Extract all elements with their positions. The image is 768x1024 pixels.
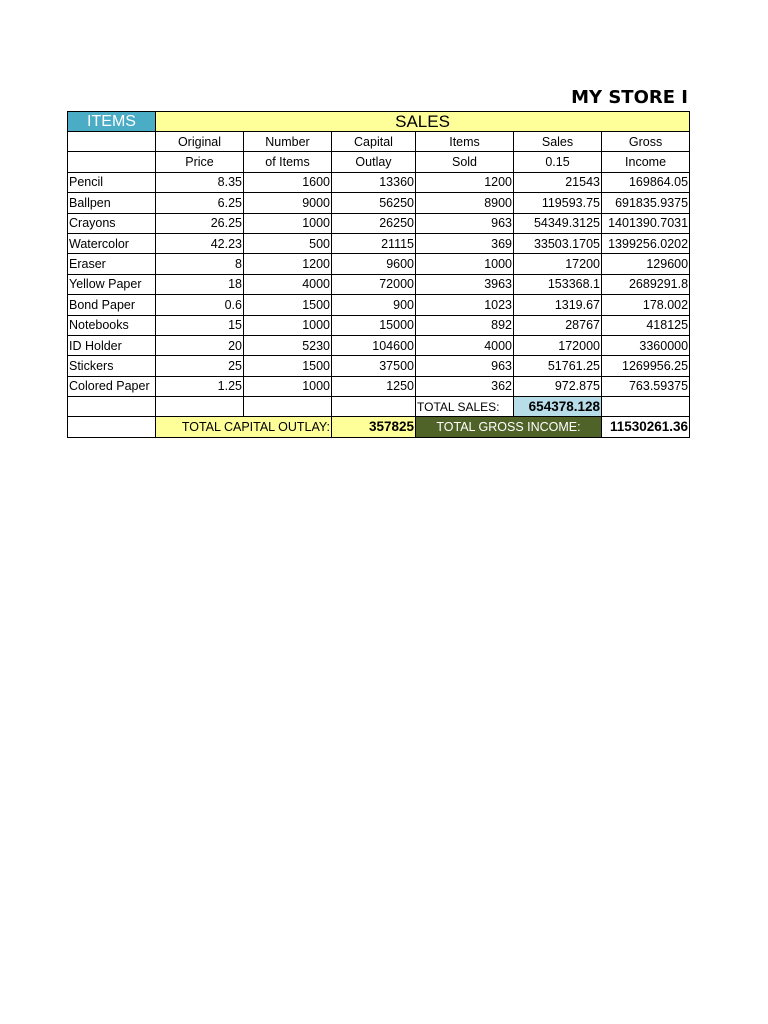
- col-header-line1[interactable]: Sales: [514, 132, 602, 152]
- cell-price[interactable]: 8: [156, 254, 244, 274]
- cell-sales[interactable]: 119593.75: [514, 193, 602, 213]
- cell-item[interactable]: Stickers: [68, 356, 156, 376]
- cell-sales[interactable]: 28767: [514, 315, 602, 335]
- cell-price[interactable]: 20: [156, 335, 244, 355]
- col-header-line1[interactable]: Number: [244, 132, 332, 152]
- cell-number[interactable]: 500: [244, 233, 332, 253]
- cell-price[interactable]: 18: [156, 274, 244, 294]
- col-header-line2[interactable]: Sold: [416, 152, 514, 172]
- table-row: [68, 193, 690, 213]
- col-header-line2[interactable]: Income: [602, 152, 690, 172]
- cell-sales[interactable]: 33503.1705: [514, 233, 602, 253]
- cell-capital[interactable]: 21115: [332, 233, 416, 253]
- cell-price[interactable]: 25: [156, 356, 244, 376]
- cell-capital[interactable]: 26250: [332, 213, 416, 233]
- cell-gross[interactable]: 1399256.0202: [602, 233, 690, 253]
- cell-sales[interactable]: 51761.25: [514, 356, 602, 376]
- table-row: [68, 172, 690, 192]
- cell-capital[interactable]: 37500: [332, 356, 416, 376]
- col-header-line2[interactable]: Outlay: [332, 152, 416, 172]
- sales-table: [67, 111, 690, 438]
- cell-gross[interactable]: 691835.9375: [602, 193, 690, 213]
- cell-gross[interactable]: 2689291.8: [602, 274, 690, 294]
- cell-blank[interactable]: [68, 397, 156, 417]
- cell-capital[interactable]: 1250: [332, 376, 416, 396]
- cell-price[interactable]: 42.23: [156, 233, 244, 253]
- col-header-line1[interactable]: Original: [156, 132, 244, 152]
- cell-sold[interactable]: 963: [416, 213, 514, 233]
- cell-number[interactable]: 9000: [244, 193, 332, 213]
- cell-sold[interactable]: 1200: [416, 172, 514, 192]
- cell-price[interactable]: 1.25: [156, 376, 244, 396]
- cell-gross[interactable]: 763.59375: [602, 376, 690, 396]
- cell-sold[interactable]: 963: [416, 356, 514, 376]
- cell-sales[interactable]: 972.875: [514, 376, 602, 396]
- cell-sold[interactable]: 892: [416, 315, 514, 335]
- cell-gross[interactable]: 129600: [602, 254, 690, 274]
- cell-item[interactable]: Notebooks: [68, 315, 156, 335]
- cell-price[interactable]: 6.25: [156, 193, 244, 213]
- cell-price[interactable]: 26.25: [156, 213, 244, 233]
- items-header[interactable]: ITEMS: [68, 112, 156, 132]
- table-row: [68, 254, 690, 274]
- cell-sold[interactable]: 362: [416, 376, 514, 396]
- col-header-line2[interactable]: Price: [156, 152, 244, 172]
- col-header-line1[interactable]: Items: [416, 132, 514, 152]
- cell-number[interactable]: 1500: [244, 295, 332, 315]
- col-header-line2[interactable]: of Items: [244, 152, 332, 172]
- cell-number[interactable]: 1000: [244, 315, 332, 335]
- cell-gross[interactable]: 3360000: [602, 335, 690, 355]
- cell-item[interactable]: Colored Paper: [68, 376, 156, 396]
- cell-sold[interactable]: 369: [416, 233, 514, 253]
- col-header-line2[interactable]: 0.15: [514, 152, 602, 172]
- cell-sold[interactable]: 1000: [416, 254, 514, 274]
- cell-sales[interactable]: 21543: [514, 172, 602, 192]
- table-row: [68, 213, 690, 233]
- cell-number[interactable]: 5230: [244, 335, 332, 355]
- cell-item[interactable]: Crayons: [68, 213, 156, 233]
- cell-number[interactable]: 1500: [244, 356, 332, 376]
- total-capital-label[interactable]: TOTAL CAPITAL OUTLAY:: [156, 417, 332, 437]
- cell-number[interactable]: 4000: [244, 274, 332, 294]
- table-row: [68, 274, 690, 294]
- cell-sales[interactable]: 153368.1: [514, 274, 602, 294]
- cell-sold[interactable]: 3963: [416, 274, 514, 294]
- cell-blank[interactable]: [332, 397, 416, 417]
- cell-sold[interactable]: 4000: [416, 335, 514, 355]
- total-capital-value[interactable]: 357825: [332, 417, 416, 437]
- total-gross-value[interactable]: 11530261.36: [602, 417, 690, 437]
- cell-number[interactable]: 1200: [244, 254, 332, 274]
- cell-item[interactable]: ID Holder: [68, 335, 156, 355]
- cell-capital[interactable]: 13360: [332, 172, 416, 192]
- cell-number[interactable]: 1600: [244, 172, 332, 192]
- table-row: [68, 376, 690, 396]
- cell-price[interactable]: 8.35: [156, 172, 244, 192]
- cell-sales[interactable]: 1319.67: [514, 295, 602, 315]
- cell-capital[interactable]: 72000: [332, 274, 416, 294]
- cell-gross[interactable]: 1269956.25: [602, 356, 690, 376]
- cell-item[interactable]: Eraser: [68, 254, 156, 274]
- table-row: [68, 295, 690, 315]
- table-row: [68, 315, 690, 335]
- cell-sales[interactable]: 172000: [514, 335, 602, 355]
- cell-gross[interactable]: 169864.05: [602, 172, 690, 192]
- cell-gross[interactable]: 178.002: [602, 295, 690, 315]
- total-sales-value[interactable]: 654378.128: [514, 397, 602, 417]
- cell-item[interactable]: Yellow Paper: [68, 274, 156, 294]
- cell-sales[interactable]: 17200: [514, 254, 602, 274]
- table-row: [68, 356, 690, 376]
- cell-price[interactable]: 0.6: [156, 295, 244, 315]
- cell-capital[interactable]: 56250: [332, 193, 416, 213]
- cell-item[interactable]: Bond Paper: [68, 295, 156, 315]
- col-header-line1[interactable]: Gross: [602, 132, 690, 152]
- sheet-title: MY STORE I: [571, 87, 688, 108]
- cell-item[interactable]: Ballpen: [68, 193, 156, 213]
- cell-price[interactable]: 15: [156, 315, 244, 335]
- total-gross-label[interactable]: TOTAL GROSS INCOME:: [416, 417, 602, 437]
- cell-blank[interactable]: [156, 397, 244, 417]
- cell-blank[interactable]: [244, 397, 332, 417]
- cell-blank[interactable]: [68, 417, 156, 437]
- total-sales-label[interactable]: TOTAL SALES:: [416, 397, 514, 417]
- col-header-line1[interactable]: Capital: [332, 132, 416, 152]
- cell-item[interactable]: Watercolor: [68, 233, 156, 253]
- cell-blank[interactable]: [68, 152, 156, 172]
- cell-blank[interactable]: [68, 132, 156, 152]
- cell-sales[interactable]: 54349.3125: [514, 213, 602, 233]
- table-row: [68, 335, 690, 355]
- cell-blank[interactable]: [602, 397, 690, 417]
- cell-gross[interactable]: 418125: [602, 315, 690, 335]
- cell-number[interactable]: 1000: [244, 213, 332, 233]
- table-row: [68, 233, 690, 253]
- cell-capital[interactable]: 104600: [332, 335, 416, 355]
- cell-gross[interactable]: 1401390.7031: [602, 213, 690, 233]
- sales-header[interactable]: SALES: [156, 112, 690, 132]
- cell-sold[interactable]: 8900: [416, 193, 514, 213]
- cell-item[interactable]: Pencil: [68, 172, 156, 192]
- cell-capital[interactable]: 9600: [332, 254, 416, 274]
- cell-number[interactable]: 1000: [244, 376, 332, 396]
- cell-capital[interactable]: 15000: [332, 315, 416, 335]
- cell-sold[interactable]: 1023: [416, 295, 514, 315]
- cell-capital[interactable]: 900: [332, 295, 416, 315]
